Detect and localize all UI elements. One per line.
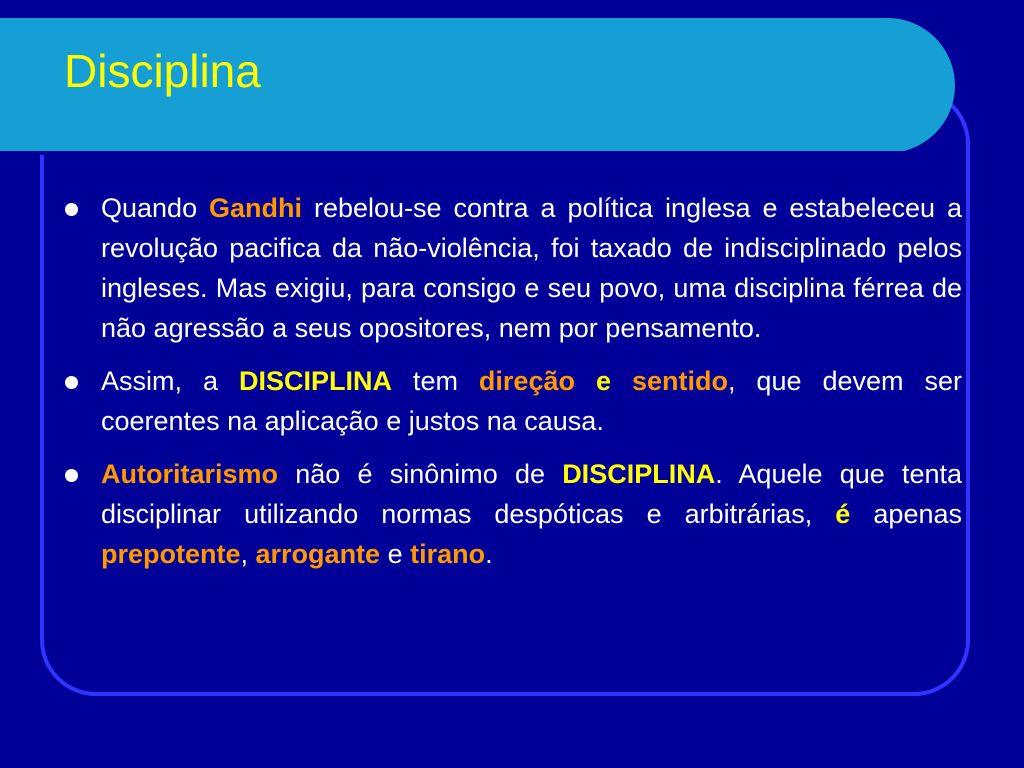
- bullet-text: . Aquele que tenta disciplinar utilizando normas despóticas e arbitrárias,: [101, 459, 962, 529]
- highlight-gandhi: Gandhi: [209, 193, 303, 223]
- bullet-dot-icon: [65, 203, 78, 216]
- highlight-e: e: [595, 366, 611, 396]
- highlight-arrogante: arrogante: [255, 539, 381, 569]
- highlight-disciplina: DISCIPLINA: [562, 459, 716, 489]
- bullet-list: [64, 188, 962, 587]
- highlight-e-accent: é: [835, 499, 851, 529]
- bullet-text: apenas: [850, 499, 962, 529]
- highlight-tirano: tirano: [410, 539, 486, 569]
- highlight-autoritarismo: Autoritarismo: [101, 459, 279, 489]
- bullet-item-autoritarismo: [64, 454, 962, 574]
- bullet-text: ,: [240, 539, 256, 569]
- bullet-text: rebelou-se contra a política inglesa e estabeleceu a revolução pacifica da não-violência, foi taxado de indisciplinado pelos ingleses. Mas exigiu, para consigo e seu povo, uma disciplina férrea de não agressão a seus opositores, nem por pensamento.: [101, 193, 962, 343]
- bullet-item-disciplina: [64, 361, 962, 441]
- bullet-text: não é sinônimo de: [278, 459, 563, 489]
- highlight-disciplina: DISCIPLINA: [238, 366, 392, 396]
- bullet-text: tem: [391, 366, 479, 396]
- bullet-text: [575, 366, 596, 396]
- bullet-text: [611, 366, 632, 396]
- highlight-prepotente: prepotente: [101, 539, 241, 569]
- bullet-text: Quando: [101, 193, 210, 223]
- highlight-sentido: sentido: [631, 366, 728, 396]
- bullet-text: .: [485, 539, 493, 569]
- title-underline: [0, 151, 905, 155]
- bullet-text: , que devem ser coerentes na aplicação e justos na causa.: [101, 366, 962, 436]
- slide-title: Disciplina: [64, 45, 261, 97]
- bullet-dot-icon: [65, 376, 78, 389]
- bullet-text: e: [380, 539, 411, 569]
- bullet-text: Assim, a: [101, 366, 239, 396]
- bullet-item-gandhi: [64, 188, 962, 348]
- highlight-direcao: direção: [478, 366, 575, 396]
- bullet-dot-icon: [65, 469, 78, 482]
